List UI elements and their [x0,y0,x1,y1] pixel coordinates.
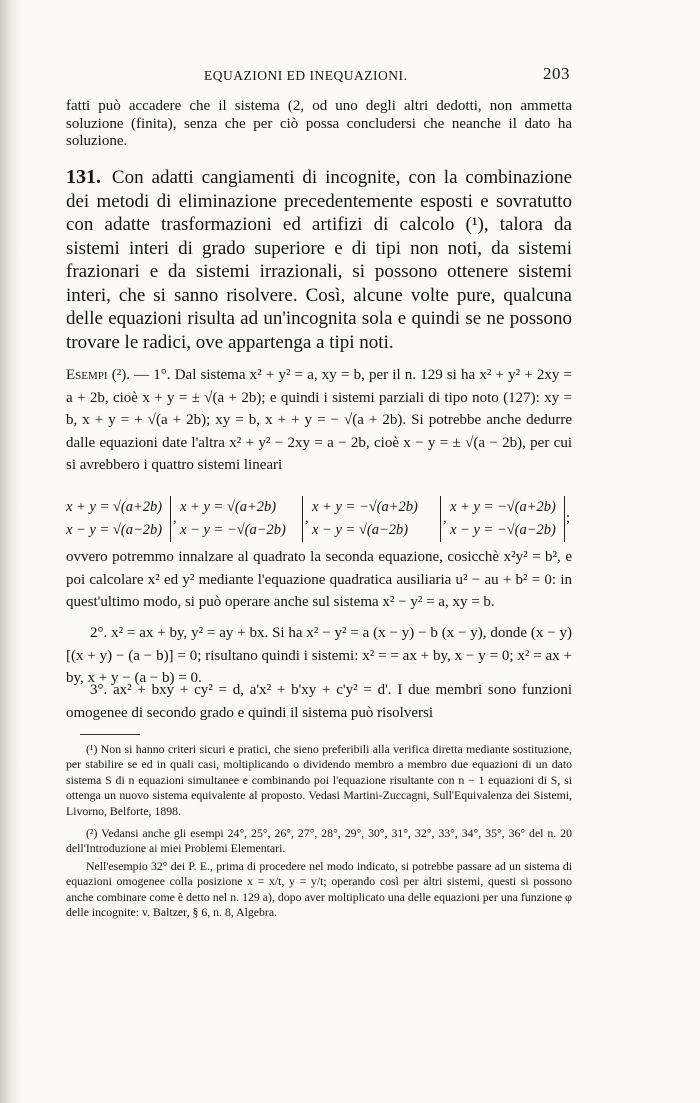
system-separator: , [443,510,447,526]
system-2 [180,496,303,542]
system-1-eq1: x + y = √(a+2b) [66,499,163,515]
section-number: 131. [66,166,101,188]
footnote-3: Nell'esempio 32° dei P. E., prima di procedere nel modo indicato, si potrebbe passare ad un sistema di equazioni omogenee colla posizione x = x/t, y = y/t; operando così per altri sistemi, questi si possono anche combinare come è detto nel n. 129 a), dopo aver moltiplicato una delle equazioni per una funzione φ delle incognite: v. Baltzer, § 6, n. 8, Algebra. [66,859,572,920]
system-terminator: ; [566,510,571,526]
system-2-eq1: x + y = √(a+2b) [180,499,277,515]
footnote-1: (¹) Non si hanno criteri sicuri e pratici, che sieno preferibili alla verifica diretta mediante sostituzione, per stabilire se ed in quali casi, moltiplicando o dividendo membro a membro due equazioni di un dato sistema S di n equazioni simultanee e combinando poi l'equazione risultante con n − 1 equazioni di S, si ottenga un nuovo sistema equivalente al proposto. Vedasi Martini-Zuccagni, Sull'Equivalenza dei Sistemi, Livorno, Belforte, 1898. [66,742,572,818]
system-1 [66,496,171,542]
example-2-paragraph: 2°. x² = ax + by, y² = ay + bx. Si ha x² − y² = a (x − y) − b (x − y), donde (x − y) [(x + y) − (a − b)] = 0; risultano quindi i sistemi: x² = = ax + by, x − y = 0; x² = ax + by, x + y − (a − b) = 0. [66,625,572,686]
page-number: 203 [543,64,570,83]
linear-systems [66,496,572,544]
system-4-eq2: x − y = −√(a−2b) [450,522,556,538]
footnote-rule [80,734,140,735]
system-3-eq2: x − y = √(a−2b) [312,522,409,538]
header-title: EQUAZIONI ED INEQUAZIONI. [204,68,408,83]
system-separator: , [305,510,309,526]
examples-heading: Esempi [66,367,108,383]
system-separator: , [173,510,177,526]
section-131 [66,166,572,354]
page-binding-shadow [0,0,22,1103]
example-1-text: (²). — 1°. Dal sistema x² + y² = a, xy = b, per il n. 129 si ha x² + y² + 2xy = a + 2b, cioè x + y = ± √(a + 2b); e quindi i sistemi parziali di tipo noto (127): xy = b, x + y = + √(a + 2b); xy = b, x + + y = − √(a + 2b). Si potrebbe anche dedurre dalle equazioni date l'altra x² + y² − 2xy = a − 2b, cioè x − y = ± √(a − 2b), per cui si avrebbero i quattro sistemi lineari [66,367,572,473]
example-1-paragraph [66,364,572,477]
example-3-paragraph: 3°. ax² + bxy + cy² = d, a'x² + b'xy + c'y² = d'. I due membri sono funzioni omogenee di secondo grado e quindi il sistema può risolversi [66,682,572,721]
system-4-eq1: x + y = −√(a+2b) [450,499,556,515]
example-1-continuation: ovvero potremmo innalzare al quadrato la seconda equazione, cosicchè x²y² = b², e poi calcolare x² ed y² mediante l'equazione quadratica ausiliaria u² − au + b² = 0: in quest'ultimo modo, si può operare anche sul sistema x² − y² = a, xy = b. [66,549,572,610]
system-4 [450,496,565,542]
system-3-eq1: x + y = −√(a+2b) [312,499,418,515]
system-3 [312,496,441,542]
section-text: Con adatti cangiamenti di incognite, con la combinazione dei metodi di eliminazione precedentemente esposti e sovratutto con adatte trasformazioni ed artifizi di calcolo (¹), talora da sistemi interi di grado superiore e di tipi non noti, da sistemi frazionari e da sistemi irrazionali, si possono ottenere sistemi interi, che si sanno risolvere. Così, alcune volte pure, qualcuna delle equazioni risulta ad un'incognita sola e quindi se ne possono trovare le radici, ove appartenga a tipi noti. [66,167,573,353]
system-2-eq2: x − y = −√(a−2b) [180,522,286,538]
footnote-2: (²) Vedansi anche gli esempi 24°, 25°, 26°, 27°, 28°, 29°, 30°, 31°, 32°, 33°, 34°, 35°, 36° del n. 20 dell'Introduzione ai miei Problemi Elementari. [66,826,572,856]
intro-paragraph: fatti può accadere che il sistema (2, od uno degli altri dedotti, non ammetta soluzione (finita), senza che per ciò possa concludersi che neanche il dato ha soluzione. [66,98,572,149]
system-1-eq2: x − y = √(a−2b) [66,522,163,538]
